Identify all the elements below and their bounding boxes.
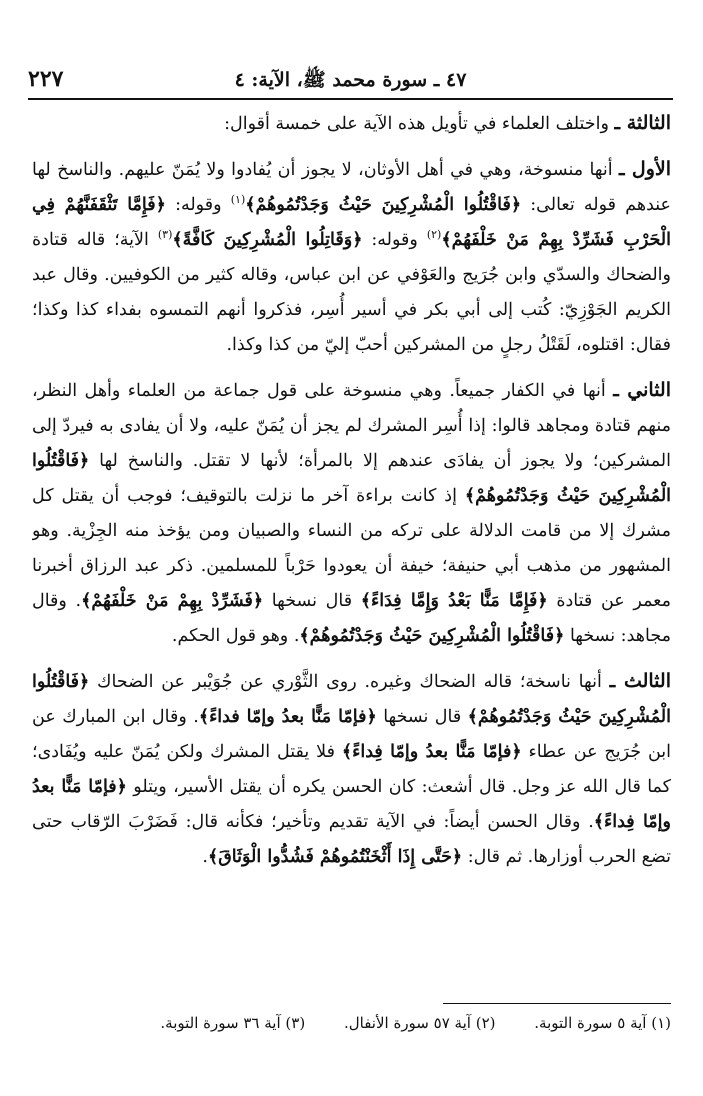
footnote: (١) آية ٥ سورة التوبة. bbox=[534, 1014, 671, 1032]
text-run: إذ كانت براءة آخر ما نزلت بالتوقيف؛ فوجب أن يقتل كل مشرك إلا من قامت الدلالة على تركه من النساء والصبيان ومن يؤخذ منه الجِزْية. وهو المشهور من مذهب أبي حنيفة؛ خيفة أن يعودوا حَرْباً للمسلمين. ذكر عبد الرزاق أخبرنا معمر عن قتادة bbox=[32, 486, 671, 611]
quran-quote: ﴿وَقَاتِلُوا الْمُشْرِكِينَ كَافَّةً﴾ bbox=[172, 230, 363, 250]
text-run: . bbox=[202, 847, 208, 867]
page-number: ٢٢٧ bbox=[28, 66, 64, 92]
text-run: . وهو قول الحكم. bbox=[171, 626, 300, 646]
section-paragraph bbox=[32, 373, 671, 654]
quran-quote: ﴿فَشَرِّدْ بِهِمْ مَنْ خَلْفَهُمْ﴾ bbox=[81, 591, 264, 611]
main-text bbox=[32, 106, 671, 986]
section-text bbox=[32, 381, 671, 646]
text-run: . وقال الحسن أيضاً: في الآية تقديم وتأخير؛ فكأنه قال: فَضَرْبَ الرّقاب حتى تضع الحرب أوزارها. ثم قال: bbox=[32, 812, 671, 867]
footnote: (٢) آية ٥٧ سورة الأنفال. bbox=[343, 1014, 496, 1032]
quran-quote: ﴿فَاقْتُلُوا الْمُشْرِكِينَ حَيْثُ وَجَدْتُمُوهُمْ﴾ bbox=[299, 626, 565, 646]
section-text bbox=[32, 672, 671, 867]
page-header bbox=[28, 62, 673, 100]
quran-quote: ﴿فَاقْتُلُوا الْمُشْرِكِينَ حَيْثُ وَجَدْتُمُوهُمْ﴾ bbox=[245, 195, 522, 215]
header-divider bbox=[28, 98, 673, 100]
intro-text: واختلف العلماء في تأويل هذه الآية على خمسة أقوال: bbox=[224, 114, 609, 134]
section-paragraph bbox=[32, 664, 671, 875]
footnote-ref: (٣) bbox=[157, 228, 173, 242]
section-term: الثاني ـ bbox=[613, 379, 671, 401]
text-run: وقوله: bbox=[165, 195, 231, 215]
text-run: الآية؛ قاله قتادة والضحاك والسدّي وابن جُرَيج والعَوْفي عن ابن عباس، وقاله كثير من الكوفيين. وقال عبد الكريم الجَوْزِيّ: كُتب إلى أبي بكر في أسير أُسِر، فذكروا أنهم التمسوه بفداء كذا وكذا؛ فقال: اقتلوه، لَقَتْلُ رجلٍ من المشركين أحبّ إليّ من كذا وكذا. bbox=[32, 230, 671, 355]
text-run: أنها ناسخة؛ قاله الضحاك وغيره. روى الثَّوْري عن جُوَيْبر عن الضحاك bbox=[89, 672, 602, 692]
footnote: (٣) آية ٣٦ سورة التوبة. bbox=[160, 1014, 306, 1032]
quran-quote: ﴿حَتَّى إِذَا أَثْخَنْتُمُوهُمْ فَشُدُّوا الْوَثَاقَ﴾ bbox=[207, 847, 463, 867]
section-term: الثالث ـ bbox=[609, 670, 671, 692]
text-run: أنها منسوخة، وهي في أهل الأوثان، لا يجوز أن يُفادوا ولا يُمَنّ عليهم. والناسخ لها عندهم قوله تعالى: bbox=[32, 160, 671, 215]
section-term: الأول ـ bbox=[618, 158, 671, 180]
text-run: . وقال مجاهد: نسخها bbox=[32, 591, 671, 646]
intro-term: الثالثة ـ bbox=[614, 112, 671, 134]
quran-quote: ﴿فإمّا مَنًّا بعدُ وإمّا فِداءً﴾ bbox=[341, 742, 522, 762]
section-paragraph bbox=[32, 152, 671, 363]
footnote-ref: (١) bbox=[230, 193, 246, 207]
section-text bbox=[32, 160, 671, 355]
footnotes bbox=[32, 1011, 671, 1035]
text-run: وقوله: bbox=[362, 230, 427, 250]
running-title: ٤٧ ـ سورة محمد ﷺ، الآية: ٤ bbox=[234, 69, 467, 91]
quran-quote: ﴿فإمّا مَنًّا بعدُ وإمّا فِداءً﴾ bbox=[32, 777, 671, 832]
text-run: أنها في الكفار جميعاً. وهي منسوخة على قول جماعة من العلماء وأهل النظر، منهم قتادة ومجاهد قالوا: إذا أُسِر المشرك لم يجز أن يُمَنّ عليه، ولا أن يفادى به فيردّ إلى المشركين؛ ولا يجوز أن يفادَى عندهم إلا بالمرأة؛ لأنها لا تقتل. والناسخ لها bbox=[32, 381, 671, 471]
quran-quote: ﴿فَإِمَّا تَثْقَفَنَّهُمْ فِي الْحَرْبِ فَشَرِّدْ بِهِمْ مَنْ خَلْفَهُمْ﴾ bbox=[32, 195, 671, 250]
text-run: فلا يقتل المشرك ولكن يُمَنّ عليه ويُفَادى؛ كما قال الله عز وجل. قال أشعث: كان الحسن يكره أن يقتل الأسير، ويتلو bbox=[32, 742, 671, 797]
quran-quote: ﴿فَاقْتُلُوا الْمُشْرِكِينَ حَيْثُ وَجَدْتُمُوهُمْ﴾ bbox=[32, 672, 671, 727]
intro-paragraph bbox=[32, 106, 671, 142]
text-run: . وقال ابن المبارك عن ابن جُرَيج عن عطاء bbox=[32, 707, 671, 762]
text-run: قال نسخها bbox=[376, 707, 468, 727]
quran-quote: ﴿فَإِمَّا مَنًّا بَعْدُ وَإِمَّا فِدَاءً﴾ bbox=[360, 591, 548, 611]
footnote-ref: (٢) bbox=[426, 228, 442, 242]
text-run: قال نسخها bbox=[263, 591, 361, 611]
quran-quote: ﴿فإمّا مَنًّا بعدُ وإمّا فداءً﴾ bbox=[198, 707, 377, 727]
quran-quote: ﴿فَاقْتُلُوا الْمُشْرِكِينَ حَيْثُ وَجَدْتُمُوهُمْ﴾ bbox=[32, 451, 671, 506]
footnote-divider bbox=[443, 1003, 671, 1004]
